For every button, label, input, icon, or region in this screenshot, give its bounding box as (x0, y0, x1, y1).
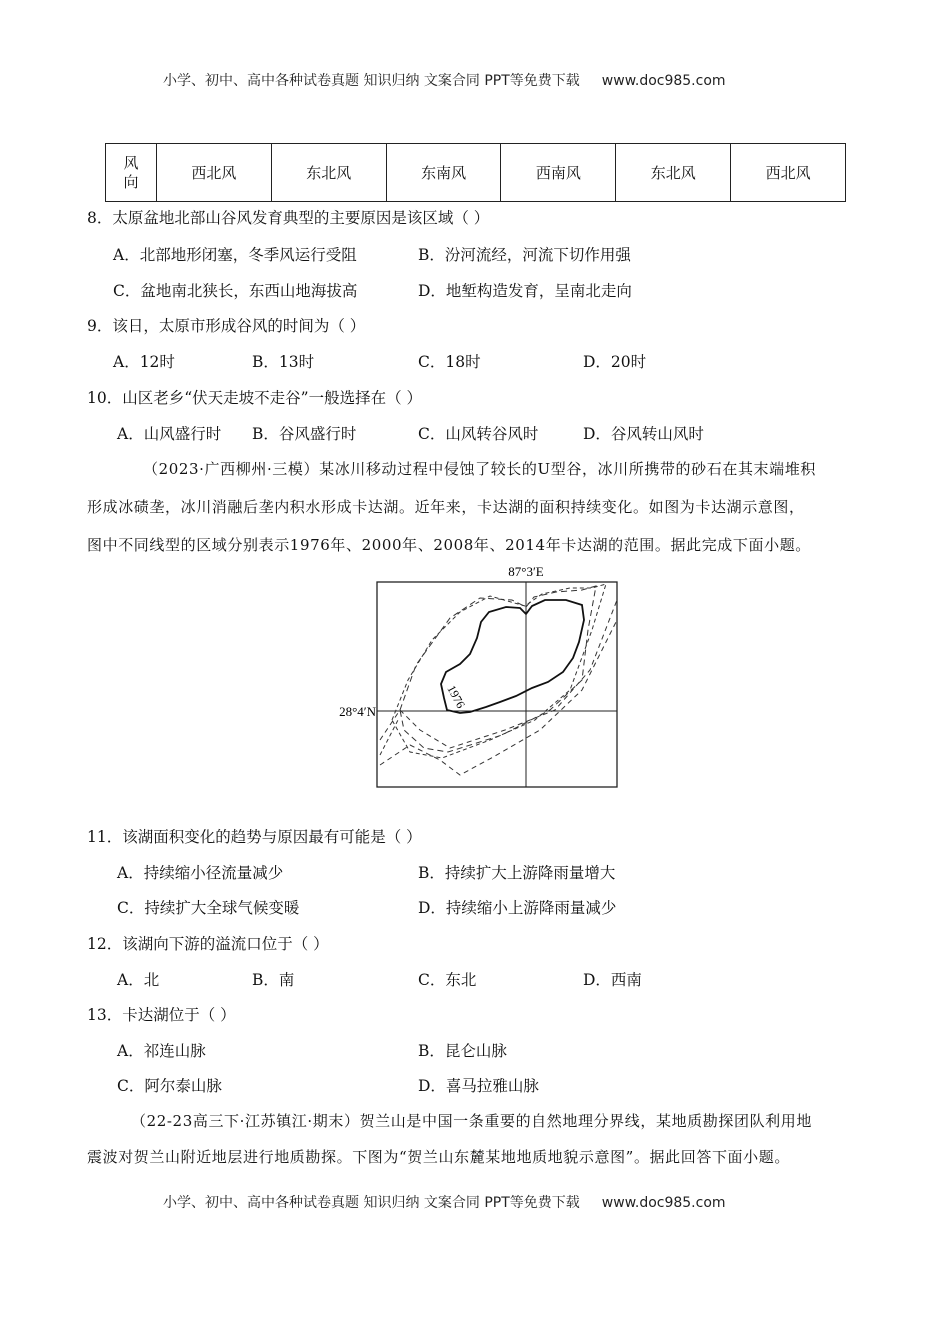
kada-lake-map (320, 560, 630, 795)
q8-option-d[interactable]: D．地堑构造发育，呈南北走向 (418, 282, 632, 300)
table-row-label (106, 144, 157, 202)
q9-option-d[interactable]: D．20时 (583, 353, 647, 371)
footer-text: 小学、初中、高中各种试卷真题 知识归纳 文案合同 PPT等免费下载 (163, 1195, 580, 1211)
table-cell: 西北风 (731, 144, 846, 202)
moraine-dashed-line (380, 720, 398, 755)
map-frame (377, 582, 617, 787)
q10-option-c[interactable]: C．山风转谷风时 (418, 425, 539, 443)
q9-option-a[interactable]: A．12时 (113, 353, 175, 371)
question-11-stem: 11．该湖面积变化的趋势与原因最有可能是（ ） (87, 828, 422, 846)
question-8-stem: 8．太原盆地北部山谷风发育典型的主要原因是该区域（ ） (87, 209, 490, 227)
q13-option-a[interactable]: A．祁连山脉 (117, 1042, 206, 1060)
table-cell: 东北风 (616, 144, 731, 202)
q12-option-c[interactable]: C．东北 (418, 971, 477, 989)
table-cell: 西南风 (501, 144, 616, 202)
question-12-stem: 12．该湖向下游的溢流口位于（ ） (87, 935, 329, 953)
q10-option-b[interactable]: B．谷风盛行时 (252, 425, 357, 443)
footer-url[interactable]: www.doc985.com (601, 1195, 726, 1211)
latitude-label: 28°4′N (339, 704, 376, 719)
q9-option-c[interactable]: C．18时 (418, 353, 481, 371)
question-13-stem: 13．卡达湖位于（ ） (87, 1006, 236, 1024)
header-text: 小学、初中、高中各种试卷真题 知识归纳 文案合同 PPT等免费下载 (163, 73, 580, 89)
moraine-dashed-line (380, 620, 617, 775)
lake-outline-2008 (392, 584, 606, 758)
q8-option-c[interactable]: C．盆地南北狭长，东西山地海拔高 (113, 282, 358, 300)
q12-option-a[interactable]: A．北 (117, 971, 160, 989)
wind-direction-table (105, 143, 846, 202)
q12-option-d[interactable]: D．西南 (583, 971, 642, 989)
q11-option-d[interactable]: D．持续缩小上游降雨量减少 (418, 899, 617, 917)
passage-2-line-2: 震波对贺兰山附近地层进行地质勘探。下图为“贺兰山东麓某地地质地貌示意图”。据此回答下面小题。 (87, 1148, 790, 1166)
passage-1-line-2: 形成冰碛垄，冰川消融后垄内积水形成卡达湖。近年来，卡达湖的面积持续变化。如图为卡达湖示意图， (87, 498, 805, 516)
q12-option-b[interactable]: B．南 (252, 971, 295, 989)
q11-option-b[interactable]: B．持续扩大上游降雨量增大 (418, 864, 616, 882)
year-label-1976: 1976 (444, 682, 468, 711)
q8-option-b[interactable]: B．汾河流经，河流下切作用强 (418, 246, 631, 264)
lake-outline-2000 (380, 600, 617, 748)
question-9-stem: 9．该日，太原市形成谷风的时间为（ ） (87, 317, 366, 335)
lake-outline-2014 (400, 586, 596, 752)
q13-option-b[interactable]: B．昆仑山脉 (418, 1042, 507, 1060)
passage-1-line-1: （2023·广西柳州·三模）某冰川移动过程中侵蚀了较长的U型谷，冰川所携带的砂石在其末端堆积 (143, 460, 816, 478)
table-cell: 东南风 (386, 144, 501, 202)
q11-option-a[interactable]: A．持续缩小径流量减少 (117, 864, 284, 882)
wind-label-text: 风 向 (123, 153, 139, 191)
q11-option-c[interactable]: C．持续扩大全球气候变暖 (117, 899, 300, 917)
table-cell: 西北风 (157, 144, 272, 202)
question-10-stem: 10．山区老乡“伏天走坡不走谷”一般选择在（ ） (87, 389, 422, 407)
q9-option-b[interactable]: B．13时 (252, 353, 315, 371)
q13-option-c[interactable]: C．阿尔泰山脉 (117, 1077, 222, 1095)
page-header (163, 70, 726, 90)
page-footer (163, 1192, 726, 1212)
longitude-label: 87°3′E (508, 564, 544, 579)
q8-option-a[interactable]: A．北部地形闭塞，冬季风运行受阻 (113, 246, 357, 264)
q10-option-a[interactable]: A．山风盛行时 (117, 425, 222, 443)
passage-1-line-3: 图中不同线型的区域分别表示1976年、2000年、2008年、2014年卡达湖的范围。据此完成下面小题。 (87, 536, 811, 554)
table-cell: 东北风 (271, 144, 386, 202)
header-url[interactable]: www.doc985.com (601, 73, 726, 89)
q13-option-d[interactable]: D．喜马拉雅山脉 (418, 1077, 539, 1095)
q10-option-d[interactable]: D．谷风转山风时 (583, 425, 704, 443)
passage-2-line-1: （22-23高三下·江苏镇江·期末）贺兰山是中国一条重要的自然地理分界线，某地质勘探团队利用地 (131, 1112, 812, 1130)
